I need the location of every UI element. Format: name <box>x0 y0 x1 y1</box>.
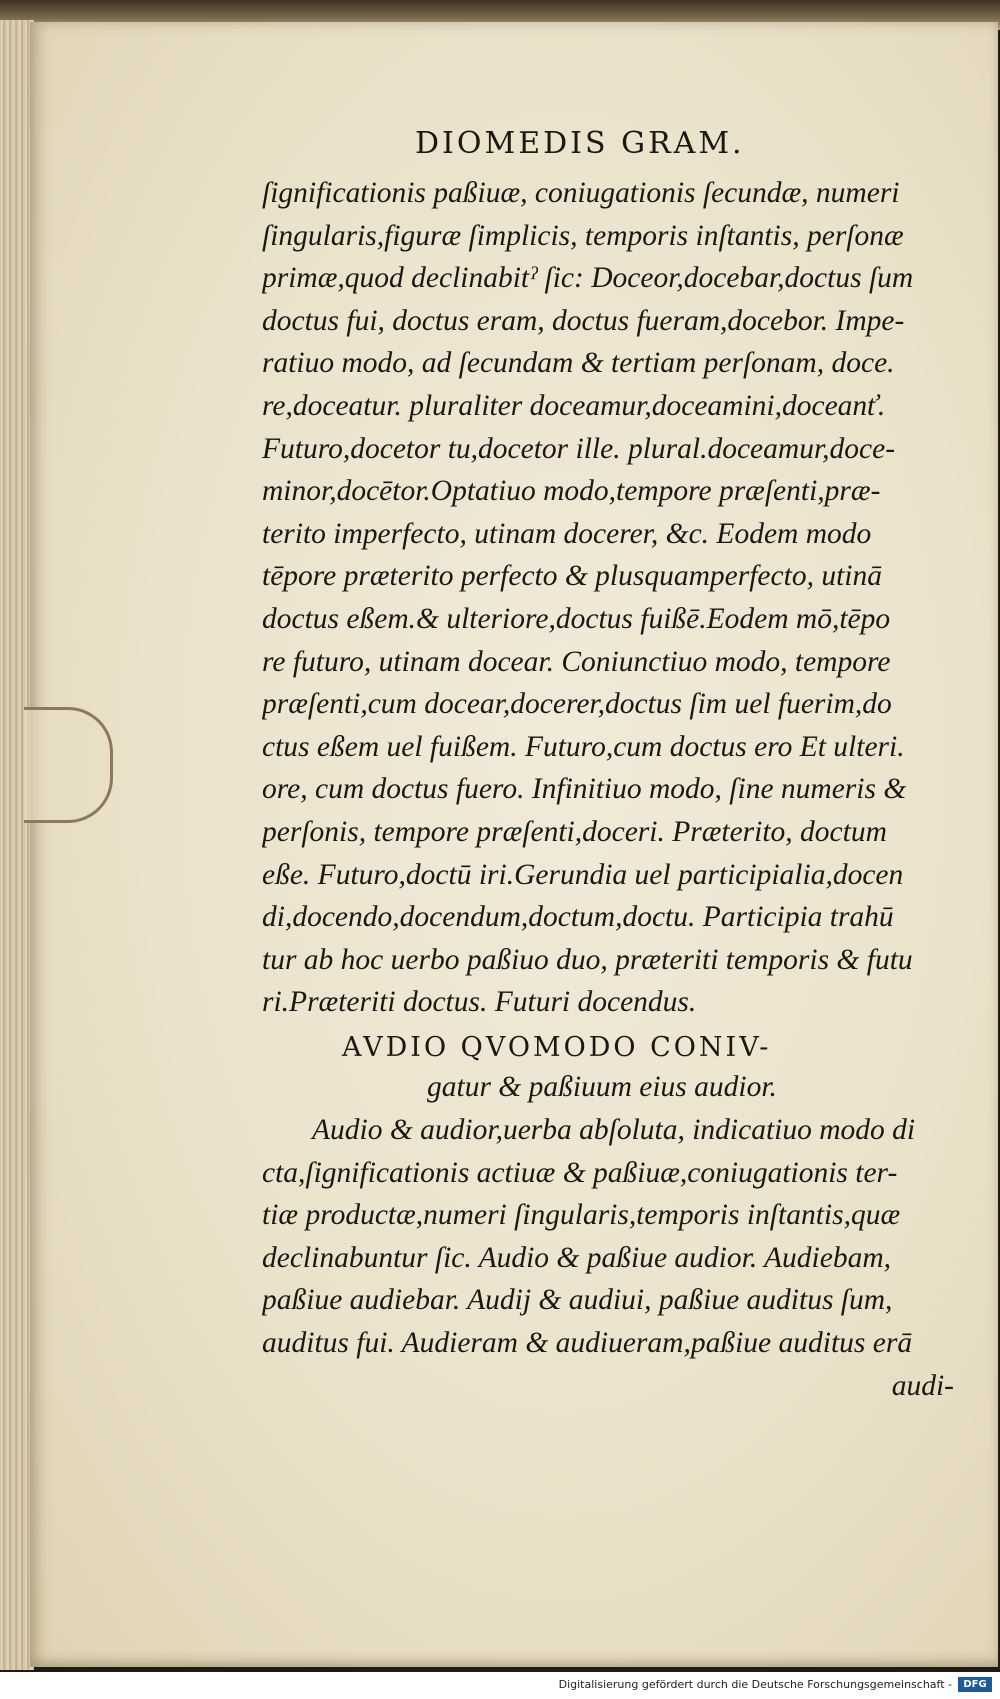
text-line: auditus fui. Audieram & audiueram,paßiue auditus erā <box>262 1327 913 1360</box>
text-line: doctus fui, doctus eram, doctus fueram,docebor. Impe- <box>262 304 905 337</box>
text-line: ratiuo modo, ad ſecundam & tertiam perſonam, doce. <box>262 347 895 380</box>
text-line: perſonis, tempore præſenti,doceri. Præterito, doctum <box>262 815 887 848</box>
text-line: præſenti,cum docear,docerer,doctus ſim uel fuerim,do <box>262 688 892 721</box>
text-line: minor,docētor.Optatiuo modo,tempore præſenti,præ- <box>262 475 881 508</box>
book-page-edges <box>0 20 34 1670</box>
text-line: Audio & audior,uerba abſoluta, indicatiuo modo di <box>312 1114 916 1147</box>
text-line: re futuro, utinam docear. Coniunctiuo modo, tempore <box>262 645 891 678</box>
text-line: re,doceatur. pluraliter doceamur,doceamini,doceanť. <box>262 389 886 422</box>
text-line: tur ab hoc uerbo paßiuo duo, præteriti temporis & futu <box>262 943 913 976</box>
text-line: ſingularis,figuræ ſimplicis, temporis inſtantis, perſonæ <box>262 219 904 252</box>
text-line: Futuro,docetor tu,docetor ille. plural.doceamur,doce- <box>262 432 896 465</box>
running-head: DIOMEDIS GRAM. <box>415 126 745 161</box>
section-subheading: gatur & paßiuum eius audior. <box>427 1071 777 1104</box>
text-line: ſignificationis paßiuæ, coniugationis ſecundæ, numeri <box>262 177 900 209</box>
text-line: eße. Futuro,doctū iri.Gerundia uel participialia,docen <box>262 858 904 891</box>
dfg-logo-icon: DFG <box>958 1677 992 1692</box>
text-line: paßiue audiebar. Audij & audiui, paßiue auditus ſum, <box>262 1284 893 1317</box>
text-line: ore, cum doctus fuero. Infinitiuo modo, ſine numeris & <box>262 773 907 806</box>
section-heading: AVDIO QVOMODO CONIV- <box>342 1031 772 1063</box>
text-line: declinabuntur ſic. Audio & paßiue audior. Audiebam, <box>262 1241 892 1274</box>
text-line: tiæ productæ,numeri ſingularis,temporis inſtantis,quæ <box>262 1199 901 1232</box>
text-line: primæ,quod declinabitˀ ſic: Doceor,docebar,doctus ſum <box>262 262 914 295</box>
text-line: cta,ſignificationis actiuæ & paßiuæ,coniugationis ter- <box>262 1156 898 1189</box>
book-clasp <box>24 707 113 823</box>
text-line: doctus eßem.& ulteriore,doctus fuißē.Eodem mō,tēpo <box>262 602 891 635</box>
text-line: terito imperfecto, utinam docerer, &c. Eodem modo <box>262 517 872 550</box>
main-text-block <box>262 172 962 1407</box>
text-line: tēpore præterito perfecto & plusquamperfecto, utinā <box>262 560 882 593</box>
text-line: di,docendo,docendum,doctum,doctu. Participia trahū <box>262 901 894 934</box>
footer-credit: Digitalisierung gefördert durch die Deutsche Forschungsgemeinschaft - <box>558 1678 952 1691</box>
text-line: ctus eßem uel fuißem. Futuro,cum doctus ero Et ulteri. <box>262 730 905 763</box>
catchword: audi- <box>891 1369 954 1402</box>
text-line: ri.Præteriti doctus. Futuri docendus. <box>262 986 697 1019</box>
